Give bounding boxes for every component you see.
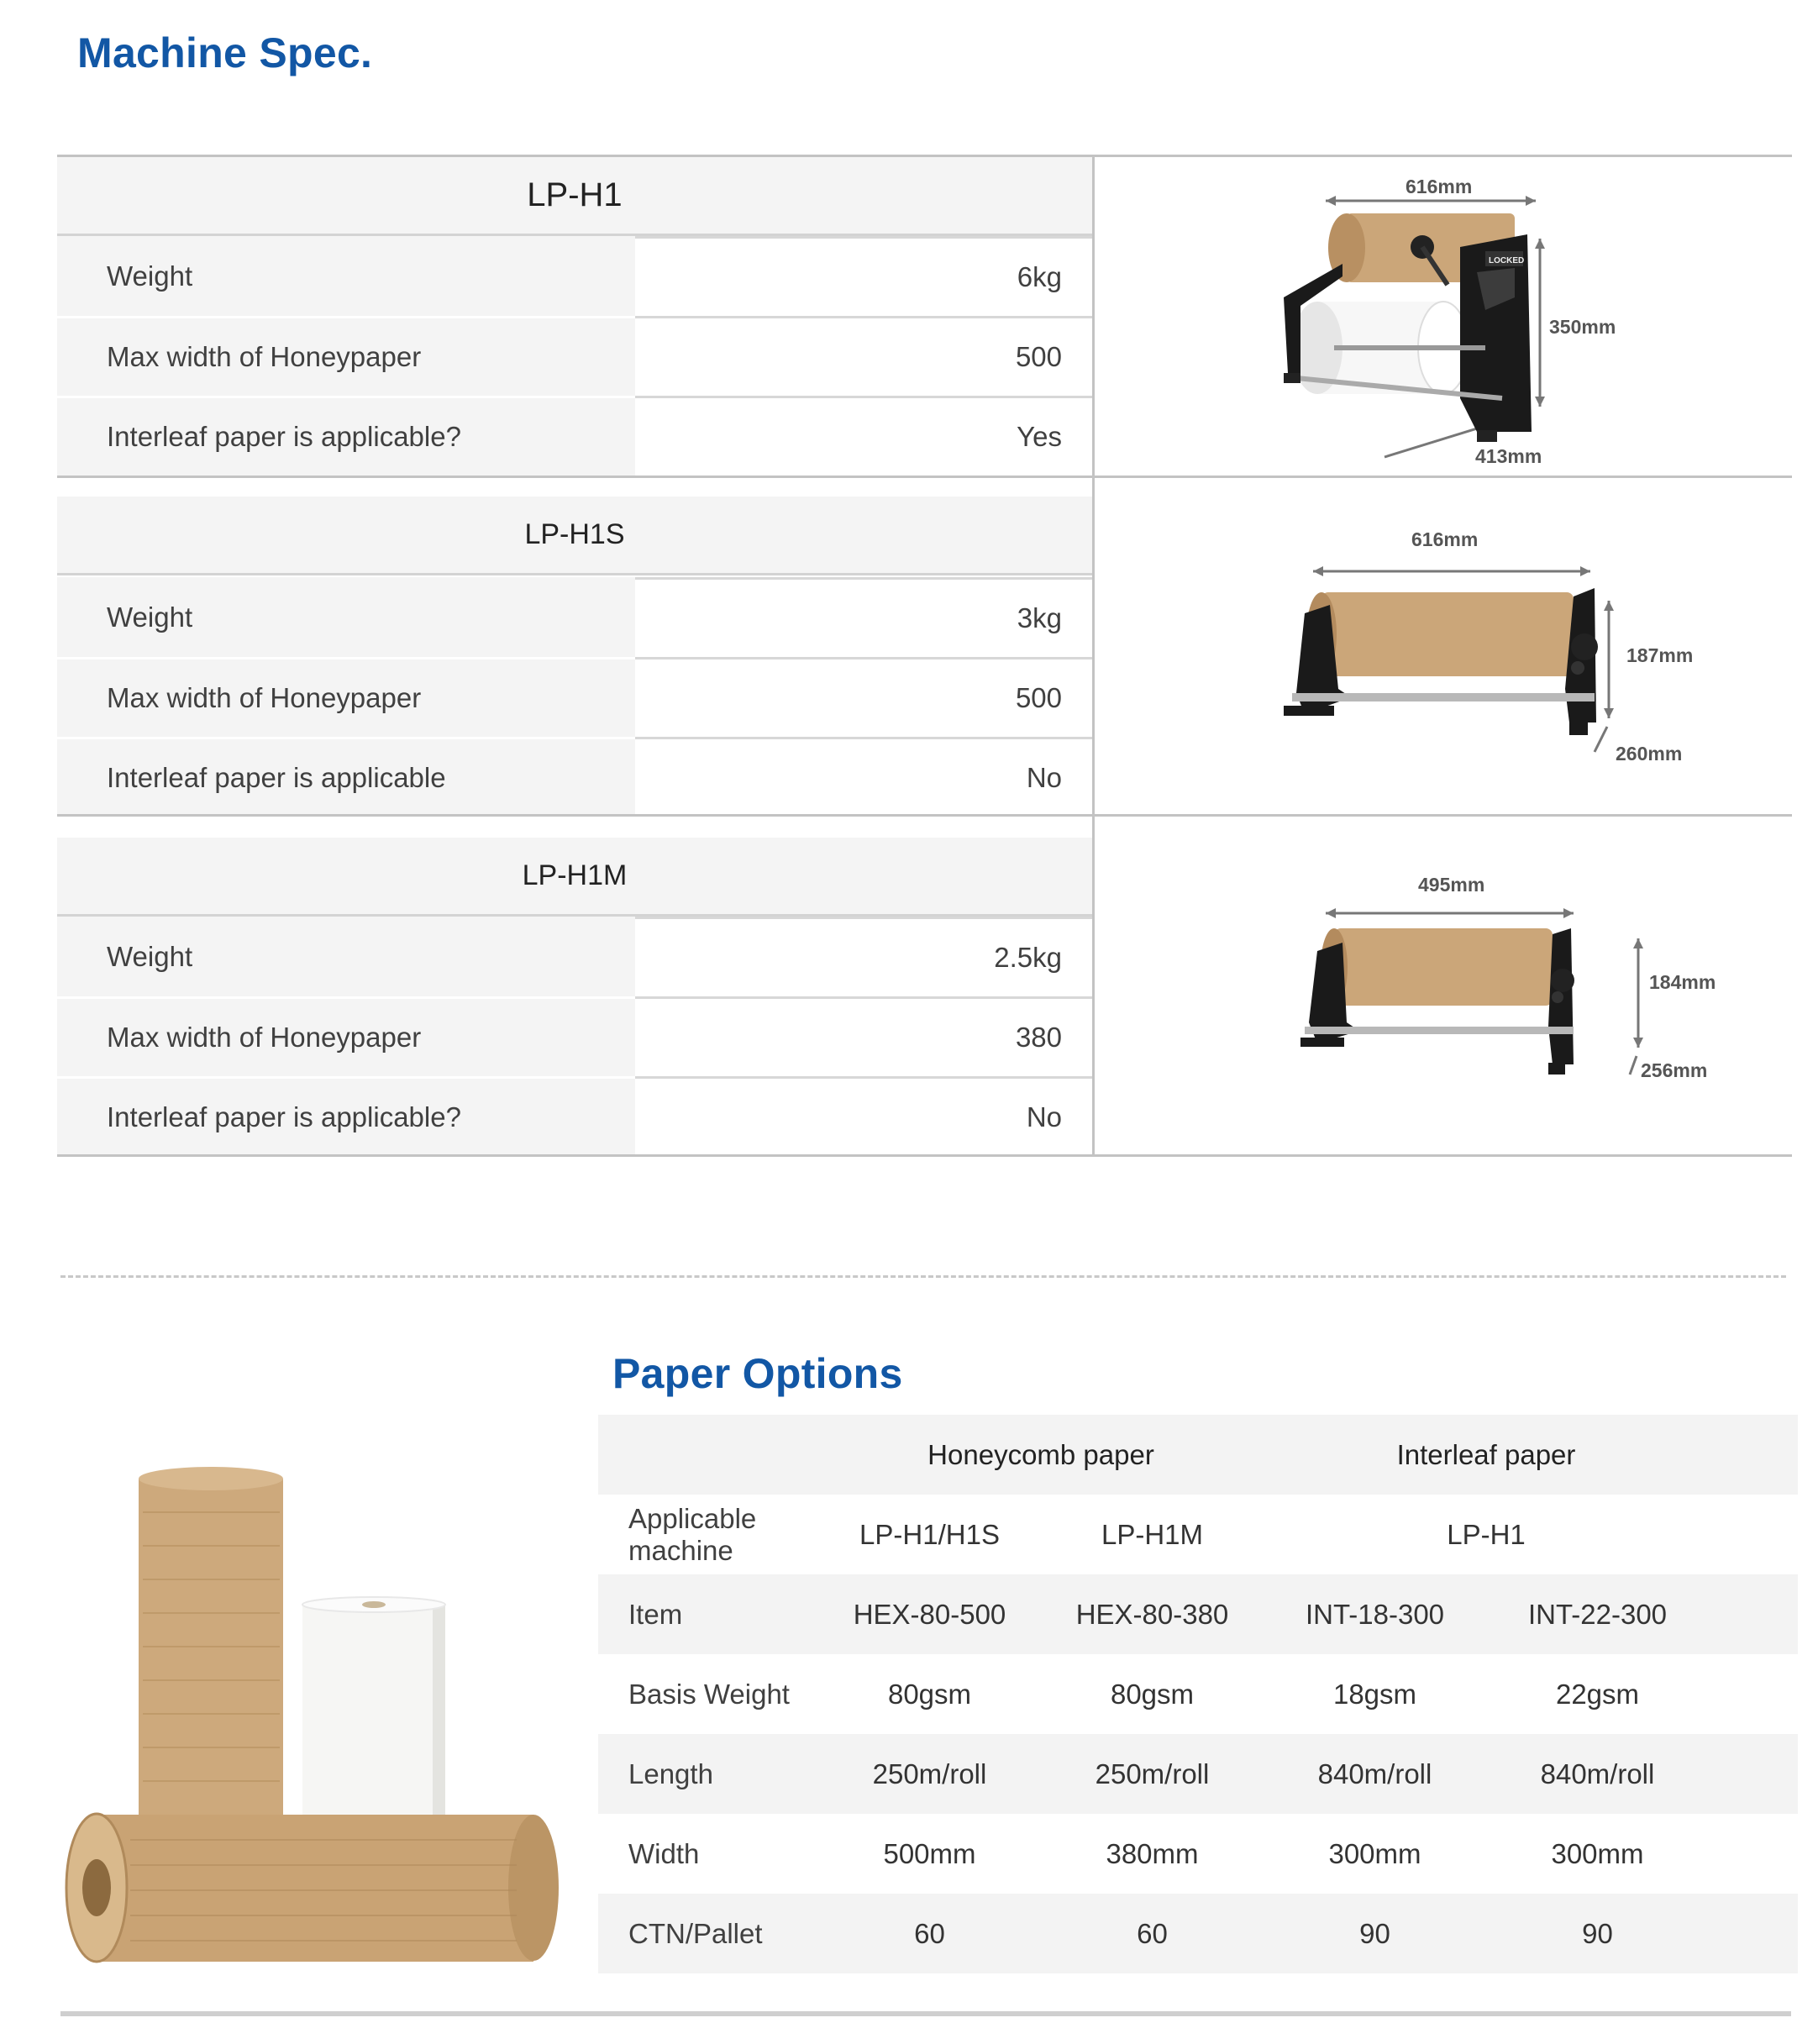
row-label: Item <box>628 1598 683 1630</box>
spec-value: 6kg <box>635 236 1092 316</box>
table-cell: 840m/roll <box>1317 1758 1432 1789</box>
spec-value: 2.5kg <box>635 917 1092 996</box>
model-name-lp-h1s: LP-H1S <box>57 497 1092 575</box>
spec-label: Max width of Honeypaper <box>57 996 635 1076</box>
width-dimension-label: 495mm <box>1418 874 1485 896</box>
spec-row-weight <box>57 236 1092 316</box>
lp-h1m-machine-image <box>1267 854 1716 1123</box>
width-dimension-label: 616mm <box>1411 528 1479 550</box>
table-row-applicable-machine <box>598 1495 1798 1574</box>
column-divider <box>1092 479 1095 817</box>
machine-spec-title: Machine Spec. <box>77 29 373 76</box>
table-cell: INT-18-300 <box>1305 1598 1445 1630</box>
spec-label: Max width of Honeypaper <box>57 316 635 396</box>
table-cell: 90 <box>1359 1917 1390 1949</box>
row-label: CTN/Pallet <box>628 1917 763 1949</box>
table-row-basis-weight <box>598 1654 1798 1734</box>
spec-label: Weight <box>57 917 635 996</box>
spec-label: Weight <box>57 236 635 316</box>
table-cell: 300mm <box>1551 1837 1644 1869</box>
table-row-ctn-pallet <box>598 1894 1798 1973</box>
spec-table-lp-h1m <box>57 817 1792 1159</box>
row-label: Length <box>628 1758 713 1789</box>
table-cell: 80gsm <box>1110 1678 1195 1710</box>
spec-value: Yes <box>635 396 1092 476</box>
table-cell: 90 <box>1582 1917 1613 1949</box>
section-divider <box>60 1275 1786 1278</box>
spec-row-weight <box>57 577 1092 657</box>
spec-value: 380 <box>635 996 1092 1076</box>
table-cell: 60 <box>914 1917 945 1949</box>
table-header-row <box>598 1415 1798 1495</box>
spec-label: Max width of Honeypaper <box>57 657 635 737</box>
table-cell: LP-H1M <box>1101 1518 1204 1550</box>
table-cell: INT-22-300 <box>1527 1598 1668 1630</box>
table-bottom-rule <box>57 1154 1792 1157</box>
column-divider <box>1092 817 1095 1157</box>
table-cell: 500mm <box>883 1837 976 1869</box>
spec-label: Interleaf paper is applicable? <box>57 1076 635 1156</box>
table-cell: LP-H1 <box>1447 1518 1526 1550</box>
lp-h1-machine-image <box>1250 163 1721 474</box>
spec-label: Interleaf paper is applicable? <box>57 396 635 476</box>
width-dimension-label: 616mm <box>1406 176 1473 197</box>
table-cell: 380mm <box>1106 1837 1199 1869</box>
height-dimension-label: 184mm <box>1649 971 1716 993</box>
spec-row-interleaf <box>57 396 1092 476</box>
row-label: Basis Weight <box>628 1678 790 1710</box>
spec-label: Interleaf paper is applicable <box>57 737 635 817</box>
paper-options-title: Paper Options <box>612 1350 903 1397</box>
table-cell: HEX-80-380 <box>1075 1598 1229 1630</box>
lp-h1s-machine-image <box>1233 521 1737 798</box>
spec-value: No <box>635 1076 1092 1156</box>
row-label: Applicable machine <box>628 1502 757 1566</box>
spec-row-max-width <box>57 657 1092 737</box>
table-cell: 80gsm <box>887 1678 972 1710</box>
depth-dimension-label: 256mm <box>1641 1059 1708 1081</box>
group-header-interleaf: Interleaf paper <box>1396 1438 1576 1470</box>
table-cell: LP-H1/H1S <box>859 1518 1000 1550</box>
brand-logo: LOCKED <box>1489 256 1525 265</box>
spec-table-lp-h1s <box>57 479 1792 817</box>
spec-value: 3kg <box>635 577 1092 657</box>
table-cell: 18gsm <box>1332 1678 1417 1710</box>
depth-dimension-label: 260mm <box>1616 743 1683 765</box>
model-name-lp-h1: LP-H1 <box>57 157 1092 236</box>
column-divider <box>1092 155 1095 479</box>
table-cell: 250m/roll <box>1095 1758 1210 1789</box>
spec-row-max-width <box>57 996 1092 1076</box>
spec-row-interleaf <box>57 1076 1092 1156</box>
spec-row-interleaf <box>57 737 1092 817</box>
row-label: Width <box>628 1837 700 1869</box>
spec-value: 500 <box>635 316 1092 396</box>
table-bottom-rule <box>57 476 1792 478</box>
table-cell: 60 <box>1137 1917 1168 1949</box>
spec-row-max-width <box>57 316 1092 396</box>
spec-label: Weight <box>57 577 635 657</box>
spec-value: 500 <box>635 657 1092 737</box>
group-header-honeycomb: Honeycomb paper <box>927 1438 1154 1470</box>
spec-value: No <box>635 737 1092 817</box>
table-cell: 250m/roll <box>872 1758 987 1789</box>
table-row-width <box>598 1814 1798 1894</box>
depth-dimension-label: 413mm <box>1475 445 1542 467</box>
table-row-length <box>598 1734 1798 1814</box>
spec-row-weight <box>57 917 1092 996</box>
height-dimension-label: 187mm <box>1626 644 1694 666</box>
table-cell: HEX-80-500 <box>853 1598 1006 1630</box>
paper-rolls-image <box>63 1462 567 1983</box>
model-name-lp-h1m: LP-H1M <box>57 838 1092 917</box>
table-cell: 300mm <box>1328 1837 1421 1869</box>
table-cell: 22gsm <box>1555 1678 1640 1710</box>
table-cell: 840m/roll <box>1540 1758 1655 1789</box>
bottom-rule <box>60 2011 1791 2016</box>
table-row-item <box>598 1574 1798 1654</box>
spec-table-lp-h1 <box>57 155 1792 479</box>
height-dimension-label: 350mm <box>1549 316 1616 338</box>
